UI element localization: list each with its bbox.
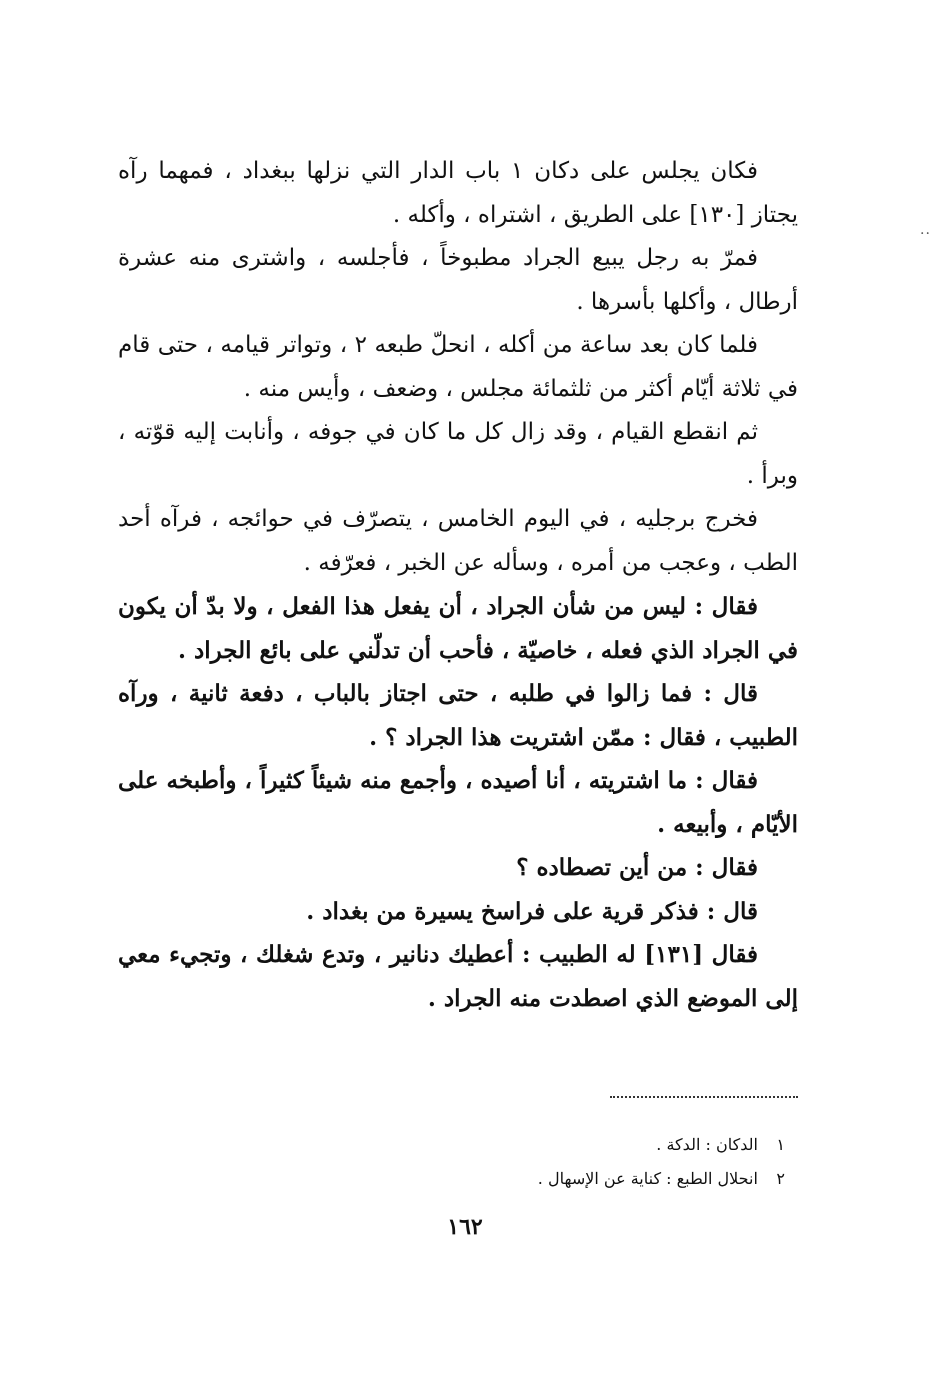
paragraph: فلما كان بعد ساعة من أكله ، انحلّ طبعه ٢ ، وتواتر قيامه ، حتى قام في ثلاثة أيّام أكثر من ثلثمائة مجلس ، وضعف ، وأيس منه .	[118, 332, 798, 402]
footnote-text: الدكان : الدكة .	[656, 1135, 758, 1154]
paragraph: قال : فذكر قرية على فراسخ يسيرة من بغداد .	[306, 897, 758, 925]
footnotes	[330, 1128, 785, 1196]
margin-mark: ..	[920, 222, 931, 238]
paragraph: فقال : ما اشتريته ، أنا أصيده ، وأجمع منه شيئاً كثيراً ، وأطبخه على الأيّام ، وأبيعه .	[118, 767, 798, 838]
page-number: ١٦٢	[447, 1214, 483, 1240]
footnote-number: ١	[776, 1135, 785, 1154]
footnote-separator	[610, 1096, 798, 1098]
paragraph: فخرج برجليه ، في اليوم الخامس ، يتصرّف في حوائجه ، فرآه أحد الطب ، وعجب من أمره ، وسأله عن الخبر ، فعرّفه .	[118, 506, 798, 576]
footnote-text: انحلال الطبع : كناية عن الإسهال .	[537, 1169, 758, 1188]
footnote	[330, 1162, 785, 1196]
paragraph: قال : فما زالوا في طلبه ، حتى اجتاز بالباب ، دفعة ثانية ، ورآه الطبيب ، فقال : ممّن اشتريت هذا الجراد ؟ .	[118, 680, 798, 751]
paragraph: فكان يجلس على دكان ١ باب الدار التي نزلها ببغداد ، فمهما رآه يجتاز [١٣٠] على الطريق ، اشتراه ، وأكله .	[118, 158, 798, 228]
paragraph: ثم انقطع القيام ، وقد زال كل ما كان في جوفه ، وأنابت إليه قوّته ، وبرأ .	[118, 419, 798, 489]
main-text-block	[118, 150, 798, 1020]
paragraph: فقال : ليس من شأن الجراد ، أن يفعل هذا الفعل ، ولا بدّ أن يكون في الجراد الذي فعله ، خاصيّة ، فأحب أن تدلّني على بائع الجراد .	[118, 593, 798, 664]
footnote-number: ٢	[776, 1169, 785, 1188]
paragraph: فقال : من أين تصطاده ؟	[516, 854, 758, 881]
paragraph: فقال [١٣١] له الطبيب : أعطيك دنانير ، وتدع شغلك ، وتجيء معي إلى الموضع الذي اصطدت منه الجراد .	[118, 941, 798, 1012]
paragraph: فمرّ به رجل يبيع الجراد مطبوخاً ، فأجلسه ، واشترى منه عشرة أرطال ، وأكلها بأسرها .	[118, 245, 798, 315]
footnote	[330, 1128, 785, 1162]
